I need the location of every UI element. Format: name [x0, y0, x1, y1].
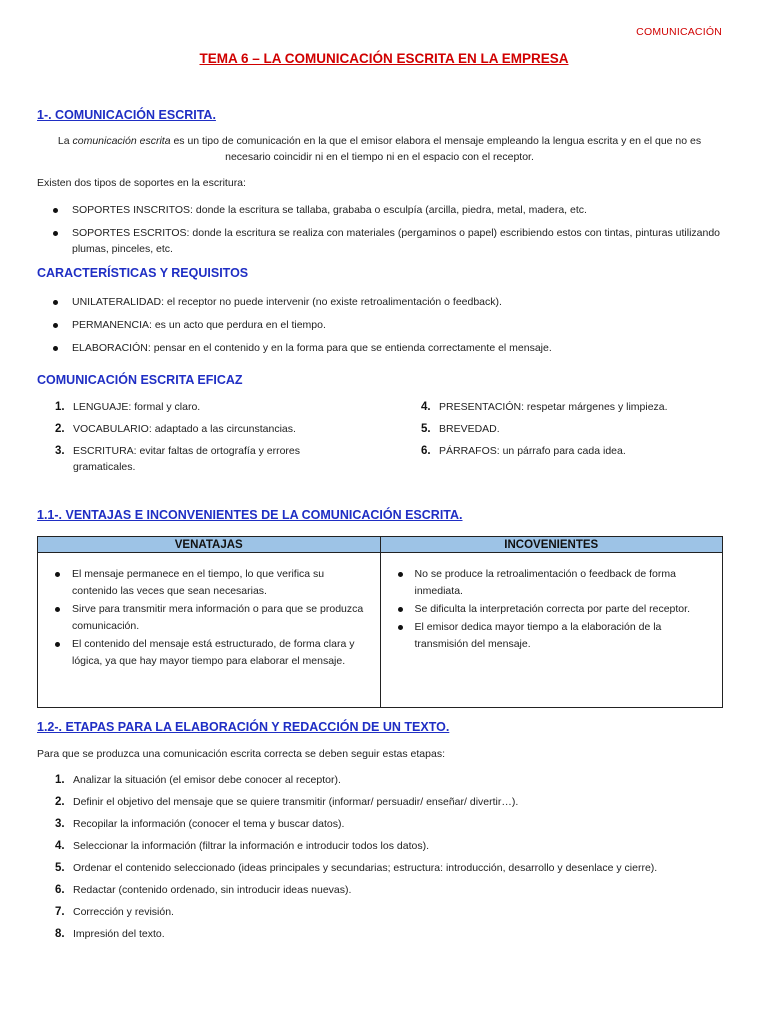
list-item: [37, 443, 337, 475]
item-text: ESCRITURA: evitar faltas de ortografía y errores gramaticales.: [73, 445, 300, 473]
section-1-1-heading: 1.1-. VENTAJAS E INCONVENIENTES DE LA COMUNICACIÓN ESCRITA.: [37, 508, 463, 522]
item-number: 1.: [55, 774, 65, 786]
steps-list: [37, 772, 737, 948]
list-item: [37, 904, 737, 920]
list-item: SOPORTES ESCRITOS: donde la escritura se realiza con materiales (pergaminos o papel) escribiendo estos con tintas, pinturas utilizando plumas, pinceles, etc.: [50, 225, 722, 257]
list-item: El emisor dedica mayor tiempo a la elaboración de la transmisión del mensaje.: [389, 619, 715, 653]
supports-list: [50, 202, 722, 264]
list-item: SOPORTES INSCRITOS: donde la escritura se tallaba, grababa o esculpía (arcilla, piedra, metal, madera, etc.: [50, 202, 722, 218]
list-item: El contenido del mensaje está estructurado, de forma clara y lógica, ya que hay mayor tiempo para elaborar el mensaje.: [46, 636, 372, 670]
item-number: 3.: [55, 818, 65, 830]
intro-text-end: es un tipo de comunicación en la que el emisor elabora el mensaje empleando la lengua escrita y en el que no es necesario coincidir ni en el tiempo ni en el espacio con el receptor.: [170, 135, 702, 163]
list-item: [37, 794, 737, 810]
disadvantages-column-header: INCOVENIENTES: [380, 537, 723, 553]
item-number: 2.: [55, 796, 65, 808]
list-item: [37, 926, 737, 942]
list-item: El mensaje permanece en el tiempo, lo que verifica su contenido las veces que sean necesarias.: [46, 566, 372, 600]
item-text: BREVEDAD.: [439, 423, 500, 435]
item-text: Redactar (contenido ordenado, sin introducir ideas nuevas).: [73, 884, 352, 896]
item-number: 7.: [55, 906, 65, 918]
document-title: TEMA 6 – LA COMUNICACIÓN ESCRITA EN LA EMPRESA: [199, 51, 569, 66]
item-text: Analizar la situación (el emisor debe conocer al receptor).: [73, 774, 341, 786]
list-item: PERMANENCIA: es un acto que perdura en el tiempo.: [50, 317, 722, 333]
list-item: [403, 399, 723, 415]
disadvantages-cell: [380, 553, 723, 708]
item-text: Ordenar el contenido seleccionado (ideas principales y secundarias; estructura: introducción, desarrollo y desenlace y cierre).: [73, 862, 658, 874]
advantages-table: [37, 536, 723, 708]
list-item: UNILATERALIDAD: el receptor no puede intervenir (no existe retroalimentación o feedback).: [50, 294, 722, 310]
list-item: Se dificulta la interpretación correcta por parte del receptor.: [389, 601, 715, 618]
list-item: [403, 443, 723, 459]
item-text: Definir el objetivo del mensaje que se quiere transmitir (informar/ persuadir/ enseñar/ divertir…).: [73, 796, 519, 808]
list-item: [37, 882, 737, 898]
list-item: [37, 860, 737, 876]
intro-emphasis: comunicación escrita: [72, 135, 171, 147]
advantages-column-header: VENATAJAS: [38, 537, 381, 553]
item-number: 4.: [421, 401, 431, 413]
list-item: [403, 421, 723, 437]
item-text: PRESENTACIÓN: respetar márgenes y limpieza.: [439, 401, 668, 413]
item-text: Seleccionar la información (filtrar la información e introducir todos los datos).: [73, 840, 429, 852]
features-heading: CARACTERÍSTICAS Y REQUISITOS: [37, 266, 249, 280]
section-1-2-heading: 1.2-. ETAPAS PARA LA ELABORACIÓN Y REDACCIÓN DE UN TEXTO.: [37, 720, 450, 734]
item-number: 3.: [55, 445, 65, 457]
item-number: 1.: [55, 401, 65, 413]
advantages-list: [46, 566, 372, 670]
item-number: 8.: [55, 928, 65, 940]
item-number: 5.: [421, 423, 431, 435]
effective-list-right: [403, 399, 723, 465]
item-number: 4.: [55, 840, 65, 852]
list-item: [37, 421, 337, 437]
list-item: No se produce la retroalimentación o feedback de forma inmediata.: [389, 566, 715, 600]
item-number: 6.: [55, 884, 65, 896]
effective-heading: COMUNICACIÓN ESCRITA EFICAZ: [37, 373, 243, 387]
item-number: 5.: [55, 862, 65, 874]
section-1-heading: 1-. COMUNICACIÓN ESCRITA.: [37, 108, 216, 122]
list-item: [37, 399, 337, 415]
intro-text-start: La: [57, 135, 73, 147]
item-text: VOCABULARIO: adaptado a las circunstancias.: [73, 423, 296, 435]
effective-list-left: [37, 399, 337, 481]
intro-paragraph: [37, 133, 722, 165]
disadvantages-list: [389, 566, 715, 653]
item-number: 2.: [55, 423, 65, 435]
list-item: Sirve para transmitir mera información o para que se produzca comunicación.: [46, 601, 372, 635]
item-text: PÁRRAFOS: un párrafo para cada idea.: [439, 445, 626, 457]
item-number: 6.: [421, 445, 431, 457]
list-item: [37, 838, 737, 854]
list-item: ELABORACIÓN: pensar en el contenido y en la forma para que se entienda correctamente el mensaje.: [50, 340, 722, 356]
advantages-cell: [38, 553, 381, 708]
item-text: Recopilar la información (conocer el tema y buscar datos).: [73, 818, 345, 830]
item-text: LENGUAJE: formal y claro.: [73, 401, 201, 413]
item-text: Impresión del texto.: [73, 928, 165, 940]
header-section-label: COMUNICACIÓN: [636, 26, 722, 38]
features-list: [50, 294, 722, 363]
list-item: [37, 816, 737, 832]
list-item: [37, 772, 737, 788]
item-text: Corrección y revisión.: [73, 906, 174, 918]
supports-intro: Existen dos tipos de soportes en la escritura:: [37, 177, 246, 189]
steps-intro: Para que se produzca una comunicación escrita correcta se deben seguir estas etapas:: [37, 748, 445, 760]
